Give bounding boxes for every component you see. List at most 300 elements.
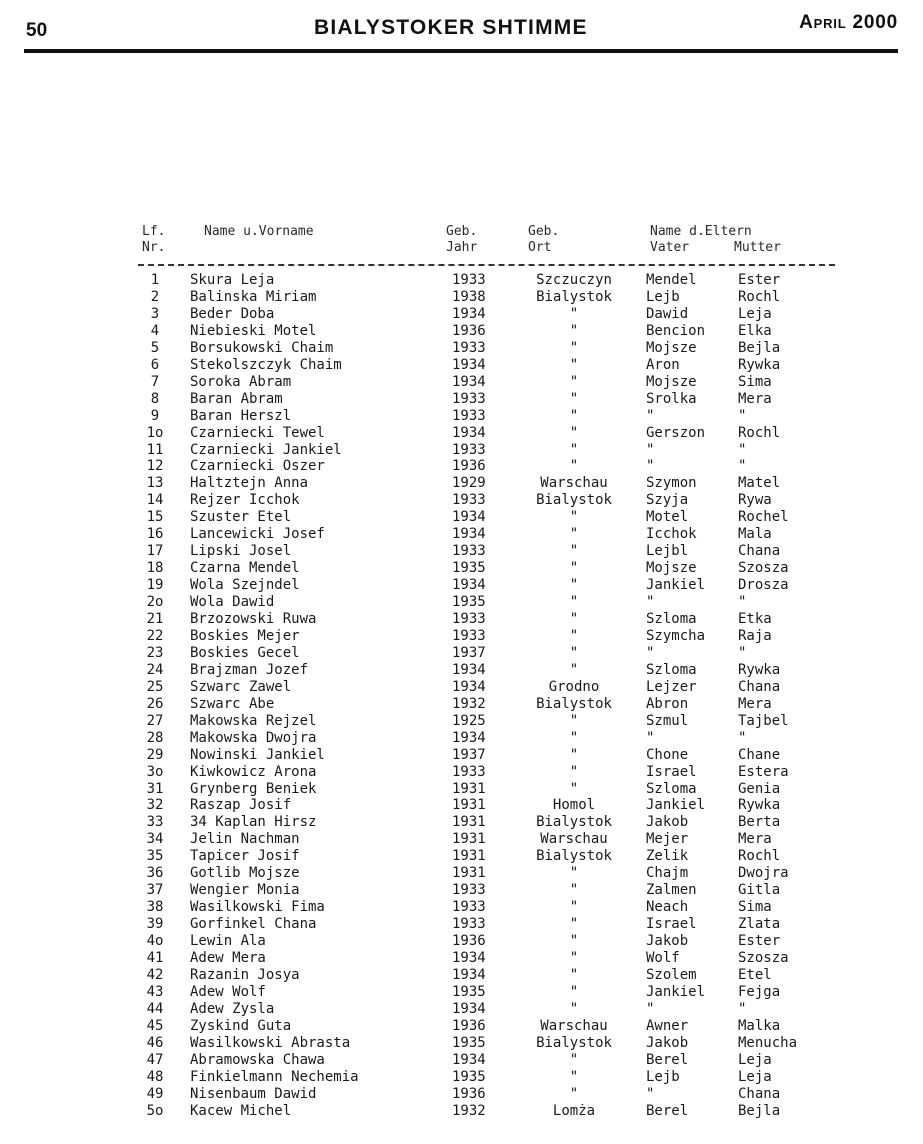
table-row [0, 662, 923, 679]
cell-name: Gorfinkel Chana [190, 916, 317, 933]
cell-nr: 33 [146, 814, 164, 831]
cell-mutter: Mera [738, 390, 772, 407]
cell-ort: " [569, 390, 579, 407]
table-row [0, 543, 923, 560]
cell-jahr: 1935 [452, 1034, 486, 1051]
cell-name: Finkielmann Nechemia [190, 1068, 359, 1085]
cell-jahr: 1935 [452, 560, 486, 577]
cell-nr: 21 [146, 611, 164, 627]
column-header-mutter: Mutter [734, 240, 781, 255]
cell-vater: Gerszon [646, 424, 706, 441]
cell-jahr: 1931 [452, 831, 486, 848]
cell-nr: 13 [146, 475, 164, 492]
cell-mutter: Leja [738, 305, 772, 322]
cell-jahr: 1933 [452, 272, 486, 288]
column-header-ort: Geb. Ort [528, 224, 560, 255]
cell-name: Rejzer Icchok [190, 492, 300, 509]
cell-mutter: Etka [738, 611, 772, 627]
table-row [0, 560, 923, 577]
cell-nr: 25 [146, 678, 164, 695]
table-row [0, 713, 923, 730]
cell-name: Boskies Gecel [190, 644, 300, 661]
column-header-jahr: Geb. Jahr [446, 224, 478, 255]
column-header-vater: Vater [650, 240, 690, 255]
cell-vater: Jakob [646, 814, 689, 831]
cell-name: Czarniecki Tewel [190, 424, 325, 441]
cell-vater: Zalmen [646, 882, 697, 899]
cell-ort: " [569, 611, 579, 627]
cell-jahr: 1933 [452, 882, 486, 899]
column-header-nr: Lf. Nr. [142, 224, 166, 255]
cell-vater: Lejb [646, 288, 680, 305]
cell-nr: 3 [150, 305, 160, 322]
cell-jahr: 1935 [452, 594, 486, 610]
cell-ort: Lomża [552, 1102, 596, 1119]
cell-ort: " [569, 543, 579, 560]
cell-name: Makowska Dwojra [190, 729, 317, 746]
cell-vater: Mendel [646, 272, 697, 288]
column-header-name: Name u.Vorname [204, 224, 314, 239]
table-row [0, 916, 923, 933]
cell-nr: 19 [146, 577, 164, 594]
cell-jahr: 1934 [452, 1051, 486, 1068]
cell-vater: Abron [646, 695, 689, 712]
cell-mutter: Elka [738, 322, 772, 339]
cell-name: Wasilkowski Abrasta [190, 1034, 351, 1051]
cell-jahr: 1933 [452, 492, 486, 509]
cell-jahr: 1931 [452, 814, 486, 831]
cell-ort: Bialystok [536, 492, 612, 509]
table-row [0, 272, 923, 289]
table-row [0, 950, 923, 967]
cell-jahr: 1933 [452, 441, 486, 458]
cell-nr: 46 [146, 1034, 164, 1051]
cell-jahr: 1931 [452, 865, 486, 882]
cell-jahr: 1934 [452, 950, 486, 966]
cell-jahr: 1933 [452, 916, 486, 933]
table-row [0, 306, 923, 323]
cell-mutter: Rochl [738, 424, 781, 441]
cell-name: Szuster Etel [190, 509, 292, 526]
table-row [0, 492, 923, 509]
cell-nr: 41 [146, 950, 164, 966]
table-row [0, 323, 923, 340]
table-row [0, 391, 923, 408]
cell-mutter: Berta [738, 814, 781, 831]
cell-vater: Chajm [646, 865, 689, 882]
cell-ort: " [569, 407, 579, 424]
cell-ort: " [569, 780, 579, 797]
cell-ort: " [569, 526, 579, 543]
cell-name: Makowska Rejzel [190, 712, 317, 729]
cell-jahr: 1934 [452, 678, 486, 695]
cell-vater: " [646, 407, 655, 424]
table-row [0, 475, 923, 492]
cell-mutter: Chana [738, 1085, 781, 1102]
cell-jahr: 1933 [452, 390, 486, 407]
cell-mutter: Rochel [738, 509, 789, 526]
cell-mutter: Ester [738, 933, 781, 949]
cell-name: Soroka Abram [190, 373, 292, 390]
cell-name: Czarniecki Oszer [190, 458, 325, 475]
table-row [0, 1069, 923, 1086]
cell-ort: " [569, 763, 579, 780]
cell-nr: 49 [146, 1085, 164, 1102]
cell-nr: 18 [146, 560, 164, 577]
table-row [0, 408, 923, 425]
cell-nr: 38 [146, 899, 164, 916]
cell-jahr: 1938 [452, 288, 486, 305]
cell-vater: Berel [646, 1102, 689, 1119]
page-number: 50 [26, 20, 48, 41]
cell-vater: " [646, 729, 655, 746]
cell-mutter: Rochl [738, 848, 781, 865]
cell-mutter: Ester [738, 272, 781, 288]
cell-jahr: 1935 [452, 983, 486, 1000]
cell-vater: Mojsze [646, 560, 697, 577]
table-row [0, 933, 923, 950]
column-header-eltern: Name d.Eltern [650, 224, 752, 239]
cell-name: Adew Zysla [190, 1000, 275, 1017]
cell-name: Czarniecki Jankiel [190, 441, 342, 458]
table-row [0, 645, 923, 662]
cell-mutter: " [738, 458, 747, 475]
cell-vater: Israel [646, 763, 697, 780]
cell-ort: Bialystok [536, 1034, 612, 1051]
cell-jahr: 1933 [452, 628, 486, 644]
cell-jahr: 1933 [452, 611, 486, 627]
cell-ort: " [569, 373, 579, 390]
table-row [0, 696, 923, 713]
cell-name: Lancewicki Josef [190, 526, 325, 543]
cell-ort: Szczuczyn [536, 272, 612, 288]
cell-name: Abramowska Chawa [190, 1051, 325, 1068]
table-row [0, 831, 923, 848]
cell-mutter: Rywka [738, 797, 781, 814]
cell-vater: Mejer [646, 831, 689, 848]
cell-name: Zyskind Guta [190, 1017, 292, 1034]
cell-vater: Motel [646, 509, 689, 526]
table-row [0, 357, 923, 374]
cell-ort: " [569, 966, 579, 983]
cell-jahr: 1936 [452, 1017, 486, 1034]
cell-name: Lewin Ala [190, 933, 266, 949]
table-row [0, 781, 923, 798]
cell-jahr: 1934 [452, 1000, 486, 1017]
cell-name: Czarna Mendel [190, 560, 300, 577]
cell-mutter: Bejla [738, 339, 781, 356]
cell-vater: " [646, 644, 655, 661]
cell-name: Lipski Josel [190, 543, 292, 560]
cell-nr: 32 [146, 797, 164, 814]
cell-nr: 48 [146, 1068, 164, 1085]
cell-name: Boskies Mejer [190, 628, 300, 644]
cell-name: Nowinski Jankiel [190, 746, 325, 763]
cell-nr: 26 [146, 695, 164, 712]
cell-nr: 24 [146, 661, 164, 678]
table-row [0, 730, 923, 747]
cell-jahr: 1934 [452, 305, 486, 322]
cell-name: Grynberg Beniek [190, 780, 317, 797]
cell-vater: Szymon [646, 475, 697, 492]
table-row [0, 882, 923, 899]
cell-name: Wengier Monia [190, 882, 300, 899]
cell-nr: 47 [146, 1051, 164, 1068]
cell-ort: " [569, 441, 579, 458]
cell-jahr: 1933 [452, 899, 486, 916]
cell-vater: Szloma [646, 661, 697, 678]
table-row [0, 967, 923, 984]
cell-vater: Jakob [646, 1034, 689, 1051]
table-row [0, 1052, 923, 1069]
cell-vater: " [646, 458, 655, 475]
cell-vater: Bencion [646, 322, 706, 339]
table-row [0, 628, 923, 645]
cell-mutter: Mera [738, 695, 772, 712]
cell-jahr: 1929 [452, 475, 486, 492]
cell-nr: 44 [146, 1000, 164, 1017]
cell-mutter: Chana [738, 543, 781, 560]
cell-jahr: 1934 [452, 509, 486, 526]
cell-vater: Szymcha [646, 628, 706, 644]
table-row [0, 594, 923, 611]
table-row [0, 577, 923, 594]
cell-name: Nisenbaum Dawid [190, 1085, 317, 1102]
cell-mutter: Raja [738, 628, 772, 644]
table-row [0, 1001, 923, 1018]
cell-jahr: 1932 [452, 695, 486, 712]
cell-ort: " [569, 305, 579, 322]
cell-mutter: " [738, 729, 747, 746]
table-row [0, 1103, 923, 1120]
cell-vater: Dawid [646, 305, 689, 322]
table-row [0, 764, 923, 781]
cell-name: Gotlib Mojsze [190, 865, 300, 882]
cell-vater: Wolf [646, 950, 680, 966]
cell-nr: 4 [150, 322, 160, 339]
cell-name: Adew Mera [190, 950, 266, 966]
cell-ort: " [569, 933, 579, 949]
cell-vater: Szolem [646, 966, 697, 983]
cell-mutter: Sima [738, 373, 772, 390]
cell-mutter: Rywka [738, 356, 781, 373]
issue-date: April 2000 [799, 12, 898, 33]
table-row [0, 1086, 923, 1103]
table-row [0, 747, 923, 764]
table-row [0, 509, 923, 526]
cell-ort: Grodno [548, 678, 600, 695]
cell-nr: 23 [146, 644, 164, 661]
cell-ort: Bialystok [536, 814, 612, 831]
cell-jahr: 1934 [452, 729, 486, 746]
cell-vater: Berel [646, 1051, 689, 1068]
cell-jahr: 1933 [452, 763, 486, 780]
cell-name: Borsukowski Chaim [190, 339, 334, 356]
cell-nr: 36 [146, 865, 164, 882]
cell-ort: " [569, 1068, 579, 1085]
cell-name: Beder Doba [190, 305, 275, 322]
cell-ort: Warschau [540, 831, 608, 848]
cell-jahr: 1937 [452, 644, 486, 661]
cell-ort: " [569, 983, 579, 1000]
cell-ort: " [569, 356, 579, 373]
cell-mutter: " [738, 594, 747, 610]
table-row [0, 526, 923, 543]
cell-jahr: 1933 [452, 543, 486, 560]
cell-mutter: Fejga [738, 983, 781, 1000]
cell-nr: 31 [146, 780, 164, 797]
cell-name: Brzozowski Ruwa [190, 611, 317, 627]
cell-mutter: Mera [738, 831, 772, 848]
header-dashed-rule [138, 264, 835, 266]
cell-name: Wola Dawid [190, 594, 275, 610]
cell-name: Wasilkowski Fima [190, 899, 325, 916]
cell-name: Tapicer Josif [190, 848, 300, 865]
cell-ort: " [569, 712, 579, 729]
cell-nr: 8 [150, 390, 160, 407]
cell-jahr: 1934 [452, 526, 486, 543]
cell-nr: 1 [150, 272, 160, 288]
cell-ort: " [569, 339, 579, 356]
cell-nr: 12 [146, 458, 164, 475]
cell-ort: " [569, 458, 579, 475]
cell-ort: " [569, 1085, 579, 1102]
cell-nr: 6 [150, 356, 160, 373]
cell-name: Szwarc Abe [190, 695, 275, 712]
cell-mutter: " [738, 644, 747, 661]
cell-nr: 15 [146, 509, 164, 526]
cell-vater: Awner [646, 1017, 689, 1034]
cell-vater: Jankiel [646, 797, 706, 814]
cell-ort: " [569, 729, 579, 746]
cell-vater: Lejzer [646, 678, 697, 695]
cell-mutter: Zlata [738, 916, 781, 933]
cell-ort: " [569, 628, 579, 644]
table-row [0, 442, 923, 459]
cell-jahr: 1936 [452, 322, 486, 339]
table-row [0, 1035, 923, 1052]
cell-ort: " [569, 916, 579, 933]
cell-jahr: 1934 [452, 577, 486, 594]
table-row [0, 814, 923, 831]
publication-title: BIALYSTOKER SHTIMME [314, 16, 588, 39]
cell-name: Adew Wolf [190, 983, 266, 1000]
cell-jahr: 1937 [452, 746, 486, 763]
cell-mutter: Rywa [738, 492, 772, 509]
cell-nr: 39 [146, 916, 164, 933]
cell-mutter: Szosza [738, 560, 789, 577]
cell-nr: 37 [146, 882, 164, 899]
cell-name: Razanin Josya [190, 966, 300, 983]
cell-mutter: Etel [738, 966, 772, 983]
cell-mutter: Menucha [738, 1034, 798, 1051]
cell-vater: " [646, 1000, 655, 1017]
cell-jahr: 1936 [452, 458, 486, 475]
cell-ort: Bialystok [536, 288, 612, 305]
cell-nr: 7 [150, 373, 160, 390]
cell-jahr: 1934 [452, 424, 486, 441]
cell-vater: Szyja [646, 492, 689, 509]
cell-vater: Szloma [646, 780, 697, 797]
cell-mutter: " [738, 407, 747, 424]
cell-jahr: 1933 [452, 339, 486, 356]
cell-nr: 3o [146, 763, 164, 780]
cell-nr: 35 [146, 848, 164, 865]
cell-nr: 28 [146, 729, 164, 746]
table-row [0, 848, 923, 865]
cell-mutter: Rywka [738, 661, 781, 678]
cell-jahr: 1935 [452, 1068, 486, 1085]
cell-vater: Jakob [646, 933, 689, 949]
cell-nr: 17 [146, 543, 164, 560]
cell-jahr: 1925 [452, 712, 486, 729]
cell-mutter: Szosza [738, 950, 789, 966]
cell-nr: 45 [146, 1017, 164, 1034]
cell-mutter: Leja [738, 1051, 772, 1068]
cell-vater: Zelik [646, 848, 689, 865]
cell-name: Haltztejn Anna [190, 475, 309, 492]
cell-ort: " [569, 577, 579, 594]
cell-mutter: Leja [738, 1068, 772, 1085]
cell-name: Kacew Michel [190, 1102, 292, 1119]
cell-nr: 43 [146, 983, 164, 1000]
cell-name: Baran Abram [190, 390, 283, 407]
cell-ort: " [569, 746, 579, 763]
cell-vater: Szmul [646, 712, 689, 729]
cell-nr: 9 [150, 407, 160, 424]
cell-jahr: 1936 [452, 1085, 486, 1102]
cell-vater: " [646, 441, 655, 458]
cell-name: Skura Leja [190, 272, 275, 288]
cell-mutter: Tajbel [738, 712, 789, 729]
cell-name: 34 Kaplan Hirsz [190, 814, 317, 831]
table-row [0, 458, 923, 475]
cell-ort: " [569, 560, 579, 577]
cell-mutter: Gitla [738, 882, 781, 899]
table-row [0, 899, 923, 916]
cell-nr: 34 [146, 831, 164, 848]
cell-jahr: 1934 [452, 356, 486, 373]
cell-nr: 1o [146, 424, 164, 441]
cell-mutter: Genia [738, 780, 781, 797]
cell-name: Kiwkowicz Arona [190, 763, 317, 780]
cell-vater: Icchok [646, 526, 697, 543]
cell-ort: " [569, 509, 579, 526]
cell-mutter: Drosza [738, 577, 789, 594]
cell-ort: " [569, 882, 579, 899]
cell-jahr: 1931 [452, 797, 486, 814]
table-row [0, 865, 923, 882]
cell-jahr: 1932 [452, 1102, 486, 1119]
cell-ort: " [569, 865, 579, 882]
cell-vater: Jankiel [646, 577, 706, 594]
cell-name: Jelin Nachman [190, 831, 300, 848]
cell-ort: Bialystok [536, 848, 612, 865]
table-row [0, 797, 923, 814]
cell-mutter: Mala [738, 526, 772, 543]
cell-ort: " [569, 424, 579, 441]
cell-jahr: 1934 [452, 373, 486, 390]
cell-vater: " [646, 1085, 655, 1102]
cell-ort: Homol [552, 797, 596, 814]
cell-jahr: 1934 [452, 661, 486, 678]
table-row [0, 611, 923, 628]
cell-vater: Aron [646, 356, 680, 373]
cell-mutter: " [738, 1000, 747, 1017]
cell-vater: Israel [646, 916, 697, 933]
cell-nr: 29 [146, 746, 164, 763]
cell-vater: Chone [646, 746, 689, 763]
